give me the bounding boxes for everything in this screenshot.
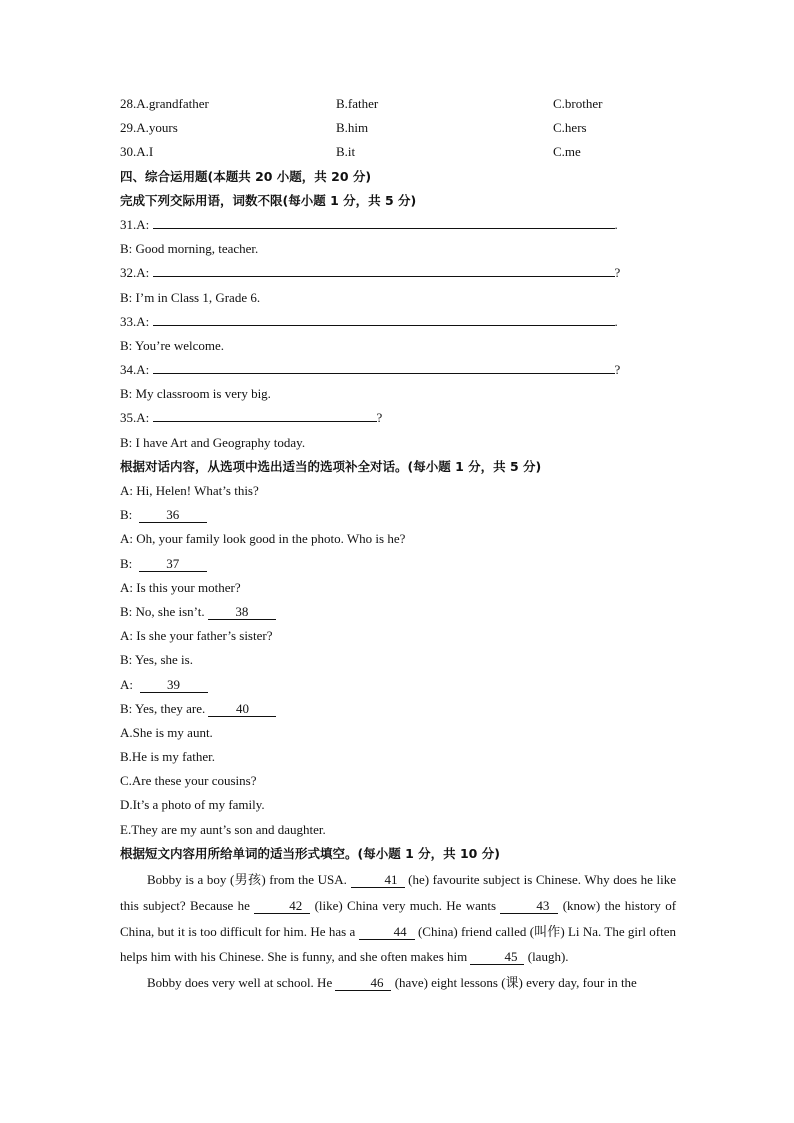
dialog-line-4: B: 37 (120, 553, 680, 577)
part-1-instruction: 完成下列交际用语，词数不限(每小题 1 分，共 5 分) (120, 192, 417, 208)
option-d[interactable]: D.It’s a photo of my family. (120, 797, 265, 813)
blank-39[interactable]: 39 (140, 678, 208, 693)
choice-29-b[interactable]: B.him (336, 120, 369, 136)
passage-paragraph-2: Bobby does very well at school. He 46 (have) eight lessons (课) every day, four in the (147, 975, 637, 991)
question-31: 31.A: . (120, 214, 680, 238)
answer-line-31[interactable] (153, 214, 615, 229)
choice-row-29 (120, 117, 680, 141)
option-b[interactable]: B.He is my father. (120, 749, 215, 765)
blank-42[interactable]: 42 (254, 899, 310, 914)
dialog-line-8: B: Yes, she is. (120, 652, 193, 668)
blank-37[interactable]: 37 (139, 557, 207, 572)
choice-29-a[interactable]: 29.A.yours (120, 120, 178, 136)
answer-line-33[interactable] (153, 311, 615, 326)
answer-line-34[interactable] (153, 359, 615, 374)
choice-28-c[interactable]: C.brother (553, 96, 603, 111)
blank-44[interactable]: 44 (359, 925, 415, 940)
blank-45[interactable]: 45 (470, 950, 524, 965)
dialog-line-10: B: Yes, they are. 40 (120, 698, 680, 722)
reply-31: B: Good morning, teacher. (120, 241, 259, 257)
choice-30-b[interactable]: B.it (336, 144, 356, 160)
dialog-line-1: A: Hi, Helen! What’s this? (120, 483, 259, 498)
part-3-instruction: 根据短文内容用所给单词的适当形式填空。(每小题 1 分，共 10 分) (120, 845, 500, 861)
choice-28-b[interactable]: B.father (336, 96, 379, 111)
option-a[interactable]: A.She is my aunt. (120, 724, 213, 740)
dialog-line-7: A: Is she your father’s sister? (120, 628, 273, 644)
choice-29-c[interactable]: C.hers (553, 120, 587, 136)
reply-34: B: My classroom is very big. (120, 386, 271, 402)
option-c[interactable]: C.Are these your cousins? (120, 773, 257, 789)
choice-row-28 (120, 93, 680, 117)
choice-28-a[interactable]: 28.A.grandfather (120, 96, 209, 111)
reply-35: B: I have Art and Geography today. (120, 434, 306, 450)
blank-36[interactable]: 36 (139, 508, 207, 523)
passage-paragraph-1: Bobby is a boy (男孩) from the USA. 41 (he) favourite subject is Chinese. Why does he like this subject? Because he 42 (like) China very much. He wants 43 (know) the history of China, but it is too difficult for him. He has a 44 (China) friend called (叫作) Li Na. The girl often helps him with his Chinese. She is funny, and she often makes him 45 (laugh). (120, 872, 677, 965)
reply-33: B: You’re welcome. (120, 337, 224, 353)
question-32: 32.A: ? (120, 262, 680, 286)
blank-43[interactable]: 43 (500, 899, 558, 914)
blank-40[interactable]: 40 (208, 702, 276, 717)
question-33: 33.A: . (120, 311, 680, 335)
choice-row-30 (120, 141, 680, 165)
dialog-line-5: A: Is this your mother? (120, 579, 241, 595)
reply-32: B: I’m in Class 1, Grade 6. (120, 289, 261, 305)
worksheet-page (120, 93, 680, 996)
blank-41[interactable]: 41 (351, 873, 405, 888)
question-35: 35.A: ? (120, 407, 680, 431)
answer-line-32[interactable] (153, 262, 615, 277)
option-e[interactable]: E.They are my aunt’s son and daughter. (120, 821, 326, 837)
question-34: 34.A: ? (120, 359, 680, 383)
answer-line-35[interactable] (153, 407, 377, 422)
dialog-line-6: B: No, she isn’t. 38 (120, 601, 680, 625)
dialog-line-9: A: 39 (120, 674, 680, 698)
blank-46[interactable]: 46 (335, 976, 391, 991)
dialog-line-3: A: Oh, your family look good in the photo. Who is he? (120, 531, 406, 547)
choice-30-a[interactable]: 30.A.I (120, 144, 154, 160)
section-4-heading: 四、综合运用题(本题共 20 小题，共 20 分) (120, 168, 372, 184)
blank-38[interactable]: 38 (208, 605, 276, 620)
dialog-line-2: B: 36 (120, 504, 680, 528)
choice-30-c[interactable]: C.me (553, 144, 581, 160)
part-2-instruction: 根据对话内容，从选项中选出适当的选项补全对话。(每小题 1 分，共 5 分) (120, 458, 542, 474)
